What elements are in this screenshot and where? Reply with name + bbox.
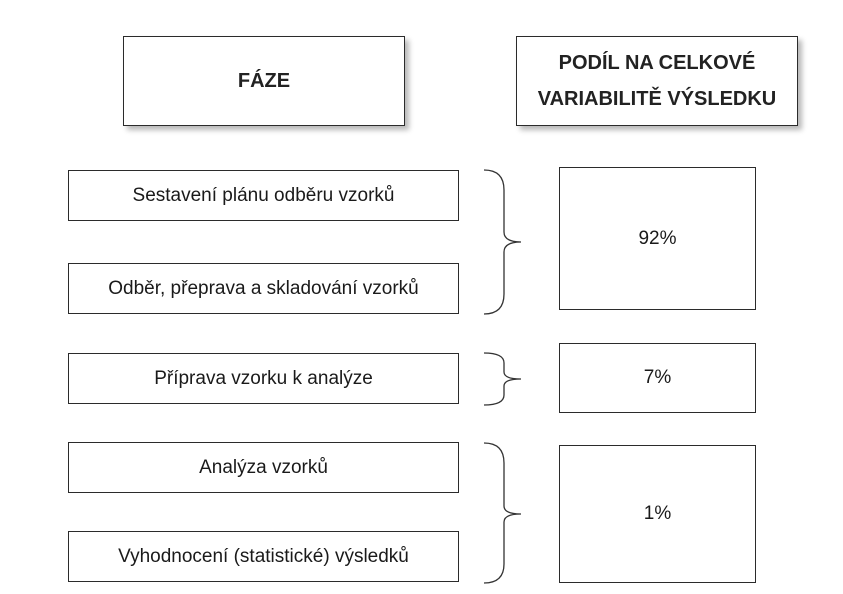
phase-label: Odběr, přeprava a skladování vzorků bbox=[108, 277, 419, 299]
share-value: 1% bbox=[643, 503, 672, 524]
header-share-line1: PODÍL NA CELKOVÉ bbox=[558, 52, 756, 74]
header-phase-label: FÁZE bbox=[237, 69, 291, 92]
brace-group-3 bbox=[484, 443, 521, 583]
phase-label: Příprava vzorku k analýze bbox=[154, 367, 373, 389]
share-value: 7% bbox=[643, 367, 672, 388]
share-box-92 bbox=[559, 167, 756, 310]
share-box-1 bbox=[559, 445, 756, 583]
header-share-line2: VARIABILITĚ VÝSLEDKU bbox=[537, 88, 777, 110]
share-value: 92% bbox=[638, 227, 677, 249]
brace-group-1 bbox=[484, 170, 521, 314]
phase-label: Analýza vzorků bbox=[199, 456, 328, 478]
phase-label: Vyhodnocení (statistické) výsledků bbox=[118, 545, 409, 567]
phase-label: Sestavení plánu odběru vzorků bbox=[132, 184, 395, 206]
brace-group-2 bbox=[484, 353, 521, 405]
share-box-7 bbox=[559, 343, 756, 413]
